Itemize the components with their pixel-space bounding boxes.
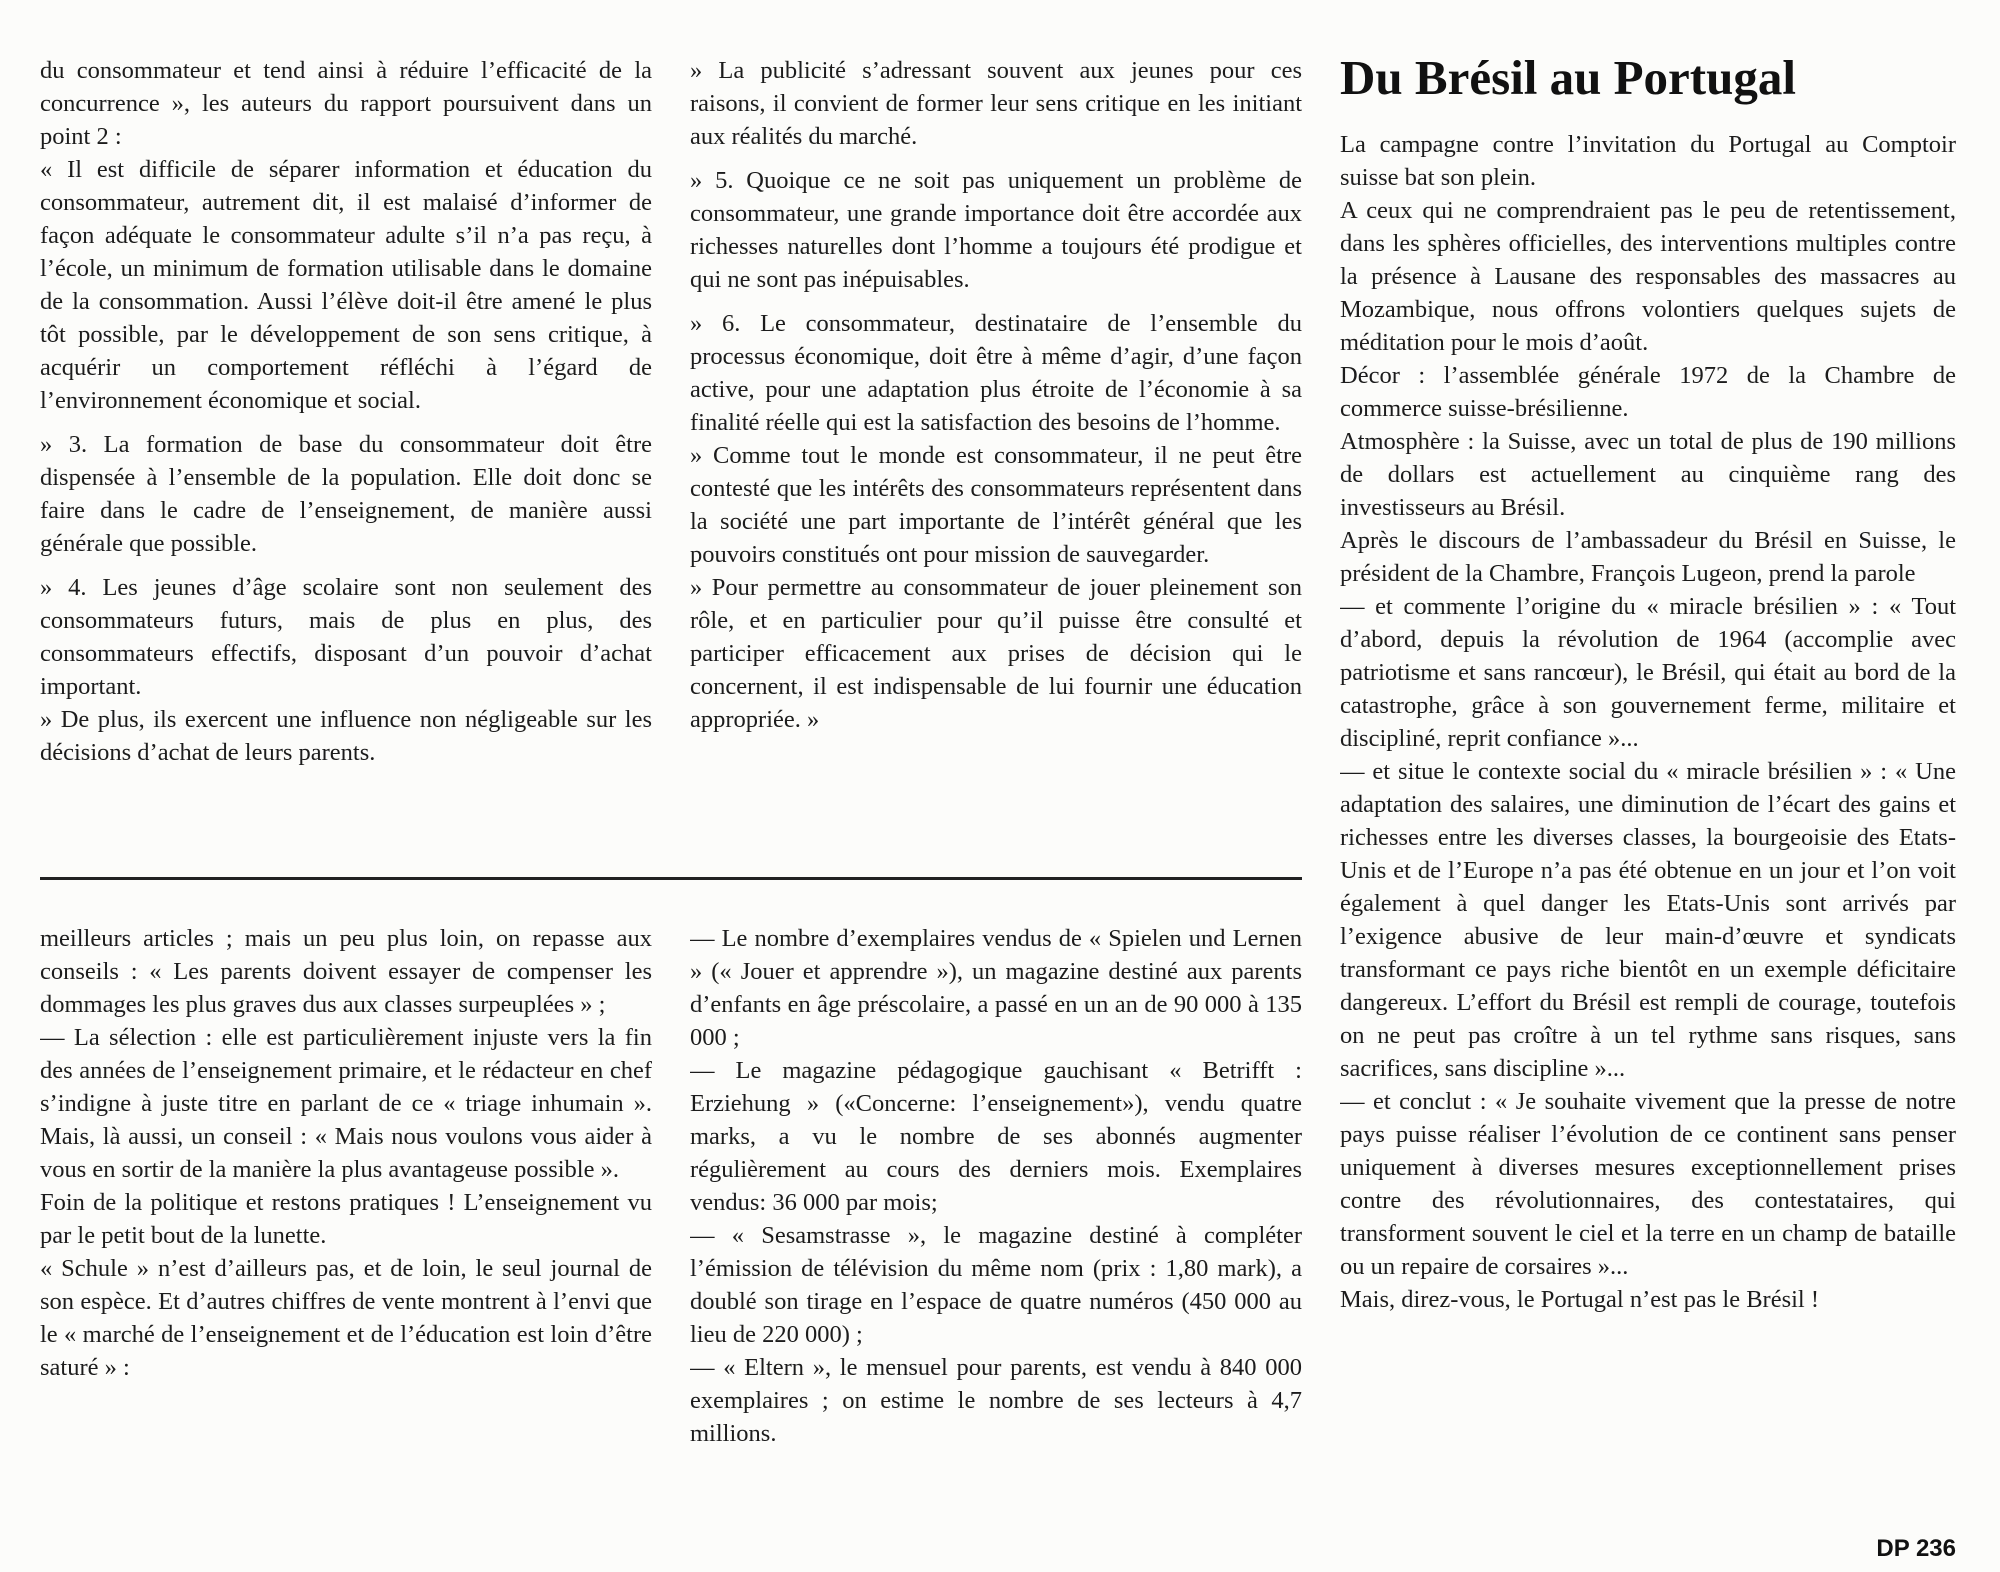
column-bottom-middle — [690, 922, 1302, 1522]
paragraph: A ceux qui ne comprendraient pas le peu de retentissement, dans les sphères officielles, des interventions multiples contre la présence à Lausane des responsables des massacres au Mozambique, nous offrons volontiers quelques sujets de méditation pour le mois d’août. — [1340, 197, 1956, 356]
paragraph: » 6. Le consommateur, destinataire de l’ensemble du processus économique, doit être à même d’agir, d’une façon active, pour une adaptation plus étroite de l’économie à sa finalité réelle qui est la satisfaction des besoins de l’homme. — [690, 310, 1302, 436]
paragraph: Mais, direz-vous, le Portugal n’est pas le Brésil ! — [1340, 1286, 1820, 1313]
paragraph: — et situe le contexte social du « miracle brésilien » : « Une adaptation des salaires, une diminution de l’écart des gains et richesses entre les diverses classes, la bourgeoisie des Etats-Unis et de l’Europe n’a pas été obtenue en un jour et l’on voit également à quel danger les Etats-Unis sont arrivés par l’exigence abusive de leur main-d’œuvre et syndicats transformant ce pays riche bientôt en un exemple déficitaire dangereux. L’effort du Brésil est rempli de courage, toutefois on ne peut pas croître à un tel rythme sans risques, sans sacrifices, sans discipline »... — [1340, 758, 1956, 1082]
paragraph: — et commente l’origine du « miracle brésilien » : « Tout d’abord, depuis la révolution de 1964 (accomplie avec patriotisme et sans rancœur), le Brésil, qui était au bord de la catastrophe, grâce à son gouvernement ferme, militaire et discipliné, reprit confiance »... — [1340, 593, 1956, 752]
paragraph: » Pour permettre au consommateur de jouer pleinement son rôle, et en particulier pour qu’il puisse être consulté et participer efficacement aux prises de décision qui le concernent, il est indispensable de lui fournir une éducation appropriée. » — [690, 574, 1302, 733]
paragraph: — Le magazine pédagogique gauchisant « Betrifft : Erziehung » («Concerne: l’enseignement»), vendu quatre marks, a vu le nombre de ses abonnés augmenter régulièrement au cours des derniers mois. Exemplaires vendus: 36 000 par mois; — [690, 1057, 1302, 1216]
article-title: Du Brésil au Portugal — [1340, 50, 1796, 105]
paragraph: « Schule » n’est d’ailleurs pas, et de loin, le seul journal de son espèce. Et d’autres chiffres de vente montrent à l’envi que le « marché de l’enseignement et de l’éducation est loin d’être saturé » : — [40, 1255, 652, 1381]
paragraph: — « Sesamstrasse », le magazine destiné à compléter l’émission de télévision du même nom (prix : 1,80 mark), a doublé son tirage en l’espace de quatre numéros (450 000 au lieu de 220 000) ; — [690, 1222, 1302, 1348]
column-bottom-left — [40, 922, 652, 1522]
paragraph: — « Eltern », le mensuel pour parents, est vendu à 840 000 exemplaires ; on estime le nombre de ses lecteurs à 4,7 millions. — [690, 1354, 1302, 1447]
article-body — [1340, 128, 1956, 1528]
paragraph: » Comme tout le monde est consommateur, il ne peut être contesté que les intérêts des consommateurs représentent dans la société une part importante de l’intérêt général que les pouvoirs constitués ont pour mission de sauvegarder. — [690, 442, 1302, 568]
paragraph: — et conclut : « Je souhaite vivement que la presse de notre pays puisse réaliser l’évolution de ce continent sans penser uniquement à diverses mesures exceptionnellement prises contre des révolutionnaires, des contestataires, qui transforment souvent le ciel et la terre en un champ de bataille ou un repaire de corsaires »... — [1340, 1088, 1956, 1280]
section-divider-rule — [40, 877, 1302, 880]
paragraph: Décor : l’assemblée générale 1972 de la Chambre de commerce suisse-brésilienne. — [1340, 362, 1956, 422]
paragraph: » De plus, ils exercent une influence non négligeable sur les décisions d’achat de leurs parents. — [40, 706, 652, 766]
paragraph: Atmosphère : la Suisse, avec un total de plus de 190 millions de dollars est actuellement au cinquième rang des investisseurs au Brésil. — [1340, 428, 1956, 521]
paragraph: meilleurs articles ; mais un peu plus loin, on repasse aux conseils : « Les parents doivent essayer de compenser les dommages les plus graves dus aux classes surpeuplées » ; — [40, 925, 652, 1018]
paragraph: » 4. Les jeunes d’âge scolaire sont non seulement des consommateurs futurs, mais de plus en plus, des consommateurs effectifs, disposant d’un pouvoir d’achat important. — [40, 574, 652, 700]
paragraph: « Il est difficile de séparer information et éducation du consommateur, autrement dit, il est malaisé d’informer de façon adéquate le consommateur adulte s’il n’a pas reçu, à l’école, un minimum de formation utilisable dans le domaine de la consommation. Aussi l’élève doit-il être amené le plus tôt possible, par le développement de son sens critique, à acquérir un comportement réfléchi à l’égard de l’environnement économique et social. — [40, 156, 652, 414]
paragraph: » La publicité s’adressant souvent aux jeunes pour ces raisons, il convient de former leur sens critique en les initiant aux réalités du marché. — [690, 57, 1302, 150]
page-number: DP 236 — [1876, 1535, 1956, 1562]
column-top-left — [40, 54, 652, 860]
paragraph: Après le discours de l’ambassadeur du Brésil en Suisse, le président de la Chambre, François Lugeon, prend la parole — [1340, 527, 1956, 587]
paragraph: » 3. La formation de base du consommateur doit être dispensée à l’ensemble de la population. Elle doit donc se faire dans le cadre de l’enseignement, de manière aussi générale que possible. — [40, 431, 652, 557]
paragraph: Foin de la politique et restons pratiques ! L’enseignement vu par le petit bout de la lunette. — [40, 1189, 652, 1249]
column-top-middle — [690, 54, 1302, 860]
paragraph: — La sélection : elle est particulièrement injuste vers la fin des années de l’enseignement primaire, et le rédacteur en chef s’indigne à juste titre en parlant de ce « triage inhumain ». Mais, là aussi, un conseil : « Mais nous voulons vous aider à vous en sortir de la manière la plus avantageuse possible ». — [40, 1024, 652, 1183]
paragraph: » 5. Quoique ce ne soit pas uniquement un problème de consommateur, une grande importance doit être accordée aux richesses naturelles dont l’homme a toujours été prodigue et qui ne sont pas inépuisables. — [690, 167, 1302, 293]
paragraph: La campagne contre l’invitation du Portugal au Comptoir suisse bat son plein. — [1340, 131, 1956, 191]
paragraph: — Le nombre d’exemplaires vendus de « Spielen und Lernen » (« Jouer et apprendre »), un magazine destiné aux parents d’enfants en âge préscolaire, a passé en un an de 90 000 à 135 000 ; — [690, 925, 1302, 1051]
paragraph: du consommateur et tend ainsi à réduire l’efficacité de la concurrence », les auteurs du rapport poursuivent dans un point 2 : — [40, 57, 652, 150]
